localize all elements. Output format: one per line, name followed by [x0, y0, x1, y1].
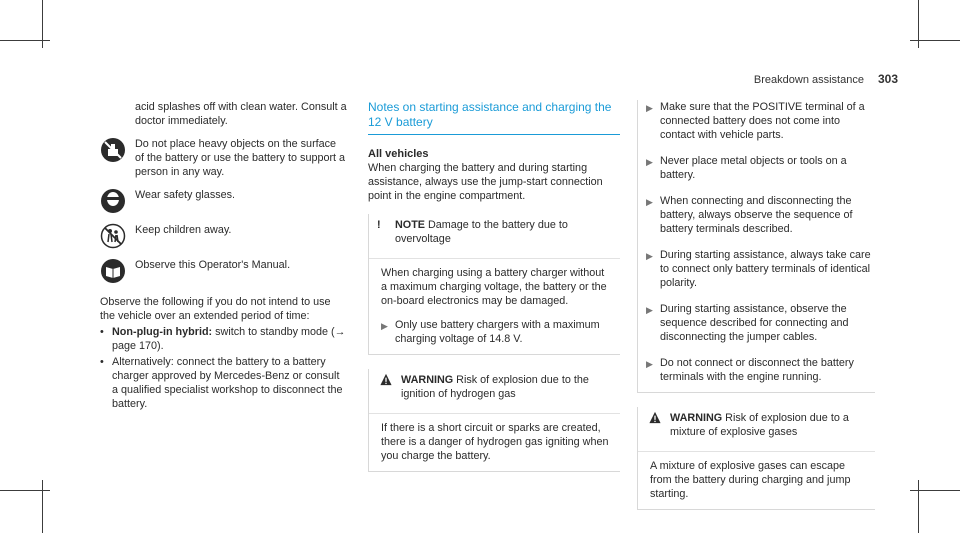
action-item [381, 318, 612, 346]
action-item: ▶ Make sure that the POSITIVE terminal of a connected battery does not come into contact with vehicle parts. [646, 101, 865, 141]
note-action: Only use battery chargers with a maximum charging voltage of 14.8 V. [395, 319, 600, 345]
note-label: NOTE [395, 219, 425, 231]
arrow-icon: ▶ [646, 359, 653, 369]
note-icon: ! [377, 219, 381, 231]
arrow-icon: ▶ [381, 321, 388, 331]
action-item: ▶ During starting assistance, always take care to connect only battery terminals of identical polarity. [646, 249, 871, 289]
icon-text: Do not place heavy objects on the surface of the battery or use the battery to support a person in any way. [135, 138, 346, 178]
crop-mark [42, 480, 43, 533]
warning-icon [377, 373, 395, 386]
intro-text: acid splashes off with clean water. Consult a doctor immediately. [135, 101, 347, 127]
icon-row [100, 137, 348, 179]
column-1 [100, 100, 348, 411]
subheading: All vehicles [368, 148, 429, 160]
crop-mark [918, 480, 919, 533]
bullet-label: Non-plug-in hybrid: [112, 326, 213, 338]
no-heavy-objects-icon [100, 137, 126, 163]
arrow-icon: ▶ [646, 251, 653, 261]
action-list [637, 100, 875, 393]
arrow-icon: ▶ [646, 197, 653, 207]
icon-row [100, 188, 348, 214]
crop-mark [910, 40, 960, 41]
icon-text: Wear safety glasses. [135, 189, 236, 201]
paragraph: When charging the battery and during starting assistance, always use the jump-start connection point in the engine compartment. [368, 162, 603, 202]
note-body: When charging using a battery charger without a maximum charging voltage, the battery or the on-board electronics may be damaged. [381, 267, 607, 307]
warning-text: Risk of explosion due to the ignition of hydrogen gas [401, 374, 589, 400]
warning-box [368, 369, 620, 472]
warning-body: If there is a short circuit or sparks are created, there is a danger of hydrogen gas igniting when you charge the battery. [381, 422, 609, 462]
action-item: ▶ When connecting and disconnecting the battery, always observe the sequence of battery terminals described. [646, 195, 853, 235]
bullet-text: Alternatively: connect the battery to a battery charger approved by Mercedes-Benz or consult a qualified specialist workshop to disconnect the battery. [112, 356, 343, 410]
icon-text: Observe this Operator's Manual. [135, 259, 291, 271]
section-title: Notes on starting assistance and charging the 12 V battery [368, 100, 620, 135]
keep-children-away-icon [100, 223, 126, 249]
icon-row [100, 258, 348, 284]
list-item: • Non-plug-in hybrid: switch to standby mode (→ page 170). [100, 326, 346, 352]
arrow-icon: ▶ [646, 305, 653, 315]
page-number: 303 [877, 72, 898, 86]
arrow-icon: ▶ [646, 103, 653, 113]
observe-text: Observe the following if you do not intend to use the vehicle over an extended period of time: [100, 296, 331, 322]
note-text: Damage to the battery due to overvoltage [395, 219, 568, 245]
icon-text: Keep children away. [135, 224, 232, 236]
warning-body: A mixture of explosive gases can escape from the battery during charging and jump starting. [650, 460, 851, 500]
warning-label: WARNING [401, 374, 454, 386]
warning-box [637, 407, 875, 510]
page-header [754, 72, 898, 86]
section-name: Breakdown assistance [753, 74, 864, 86]
column-3 [637, 100, 875, 510]
arrow-icon: ▶ [646, 157, 653, 167]
column-2 [368, 100, 620, 472]
warning-label: WARNING [670, 412, 723, 424]
list-item: • Alternatively: connect the battery to a battery charger approved by Mercedes-Benz or consult a qualified specialist workshop to disconnect the battery. [100, 355, 348, 411]
crop-mark [910, 490, 960, 491]
warning-text: Risk of explosion due to a mixture of explosive gases [670, 412, 849, 438]
action-item: ▶ Do not connect or disconnect the battery terminals with the engine running. [646, 357, 854, 383]
warning-icon [646, 411, 664, 424]
operators-manual-icon [100, 258, 126, 284]
action-item: ▶ Never place metal objects or tools on a battery. [646, 155, 847, 181]
crop-mark [0, 40, 50, 41]
icon-row [100, 223, 348, 249]
safety-glasses-icon [100, 188, 126, 214]
action-item: ▶ During starting assistance, observe the sequence described for connecting and disconnecting the jumper cables. [646, 303, 849, 343]
bullet-text: switch to standby mode (→ page 170). [112, 326, 346, 352]
note-box [368, 214, 620, 355]
crop-mark [0, 490, 50, 491]
